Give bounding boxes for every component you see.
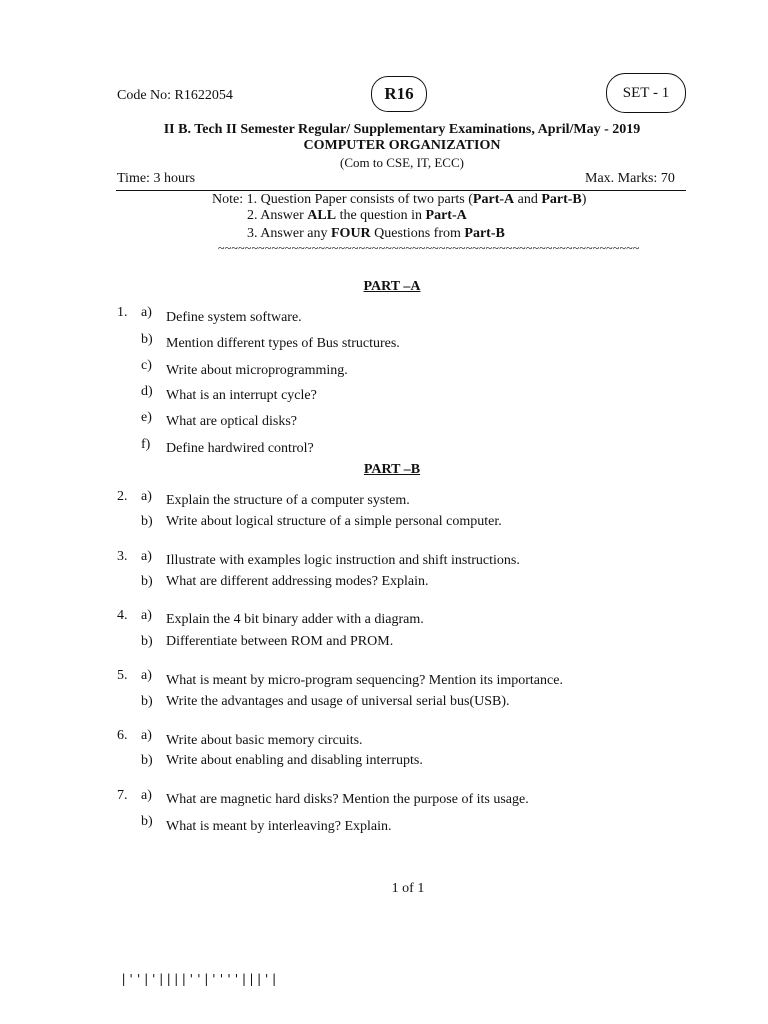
sub-label: e) <box>141 410 152 425</box>
question-text: Explain the structure of a computer system. <box>166 493 410 508</box>
sub-label: a) <box>141 668 152 683</box>
question-text: What are optical disks? <box>166 414 298 429</box>
part-a-heading: PART –A <box>363 279 421 294</box>
part-b-heading: PART –B <box>363 462 421 477</box>
note-text: 2. Answer <box>247 208 308 223</box>
question-text: Write about basic memory circuits. <box>166 733 363 748</box>
question-text: Explain the 4 bit binary adder with a diagram. <box>166 612 424 627</box>
question-number: 7. <box>117 788 128 803</box>
sub-label: b) <box>141 332 153 347</box>
page-number: 1 of 1 <box>391 881 425 896</box>
code-number: Code No: R1622054 <box>117 88 233 103</box>
sub-label: a) <box>141 788 152 803</box>
question-text: What are magnetic hard disks? Mention the purpose of its usage. <box>166 792 529 807</box>
exam-title: II B. Tech II Semester Regular/ Supplementary Examinations, April/May - 2019 <box>163 122 641 137</box>
subject-title: COMPUTER ORGANIZATION <box>303 138 501 153</box>
sub-label: a) <box>141 728 152 743</box>
note-line-1 <box>212 192 586 208</box>
question-text: Mention different types of Bus structures. <box>166 336 400 351</box>
note-bold: Part-A <box>472 192 515 207</box>
max-marks: Max. Marks: 70 <box>585 171 675 186</box>
question-number: 1. <box>117 305 128 320</box>
sub-label: b) <box>141 753 153 768</box>
note-text: 3. Answer any <box>247 226 331 241</box>
question-text: Write the advantages and usage of universal serial bus(USB). <box>166 694 510 709</box>
note-bold: Part-B <box>541 192 582 207</box>
header-divider <box>116 190 686 191</box>
sub-label: a) <box>141 608 152 623</box>
exam-duration: Time: 3 hours <box>117 171 196 186</box>
note-bold: ALL <box>307 208 337 223</box>
question-number: 4. <box>117 608 128 623</box>
question-text: What are different addressing modes? Explain. <box>166 574 429 589</box>
sub-label: c) <box>141 358 152 373</box>
sub-label: b) <box>141 634 153 649</box>
note-text: Questions from <box>370 226 465 241</box>
notes-divider: ~~~~~~~~~~~~~~~~~~~~~~~~~~~~~~~~~~~~~~~~~~~~~~~~~~~~~~~~~~~~~~~ <box>218 241 640 255</box>
barcode: |''|'||||''|''''|||'| <box>120 972 279 986</box>
regulation-badge: R16 <box>371 76 427 112</box>
sub-label: a) <box>141 549 152 564</box>
note-text: Note: 1. Question Paper consists of two parts ( <box>212 192 473 207</box>
set-badge: SET - 1 <box>606 73 686 113</box>
sub-label: a) <box>141 305 152 320</box>
sub-label: b) <box>141 694 153 709</box>
question-number: 5. <box>117 668 128 683</box>
question-text: Illustrate with examples logic instruction and shift instructions. <box>166 553 520 568</box>
sub-label: b) <box>141 814 153 829</box>
note-text: ) <box>581 192 587 207</box>
sub-label: f) <box>141 437 151 452</box>
question-text: Define hardwired control? <box>166 441 314 456</box>
question-text: Write about enabling and disabling interrupts. <box>166 753 423 768</box>
note-line-3 <box>247 226 505 242</box>
question-text: What is meant by interleaving? Explain. <box>166 819 392 834</box>
sub-label: a) <box>141 489 152 504</box>
question-text: What is meant by micro-program sequencing? Mention its importance. <box>166 673 563 688</box>
question-text: Define system software. <box>166 310 302 325</box>
question-text: Write about logical structure of a simple personal computer. <box>166 514 502 529</box>
note-text: and <box>514 192 542 207</box>
note-text: the question in <box>336 208 426 223</box>
question-text: Write about microprogramming. <box>166 363 348 378</box>
sub-label: b) <box>141 514 153 529</box>
question-number: 6. <box>117 728 128 743</box>
question-number: 3. <box>117 549 128 564</box>
note-bold: Part-A <box>425 208 467 223</box>
note-line-2 <box>247 208 467 224</box>
question-number: 2. <box>117 489 128 504</box>
sub-label: d) <box>141 384 153 399</box>
sub-label: b) <box>141 574 153 589</box>
note-bold: FOUR <box>331 226 371 241</box>
question-text: Differentiate between ROM and PROM. <box>166 634 394 649</box>
question-text: What is an interrupt cycle? <box>166 388 317 403</box>
common-to-branches: (Com to CSE, IT, ECC) <box>340 155 464 170</box>
note-bold: Part-B <box>464 226 505 241</box>
